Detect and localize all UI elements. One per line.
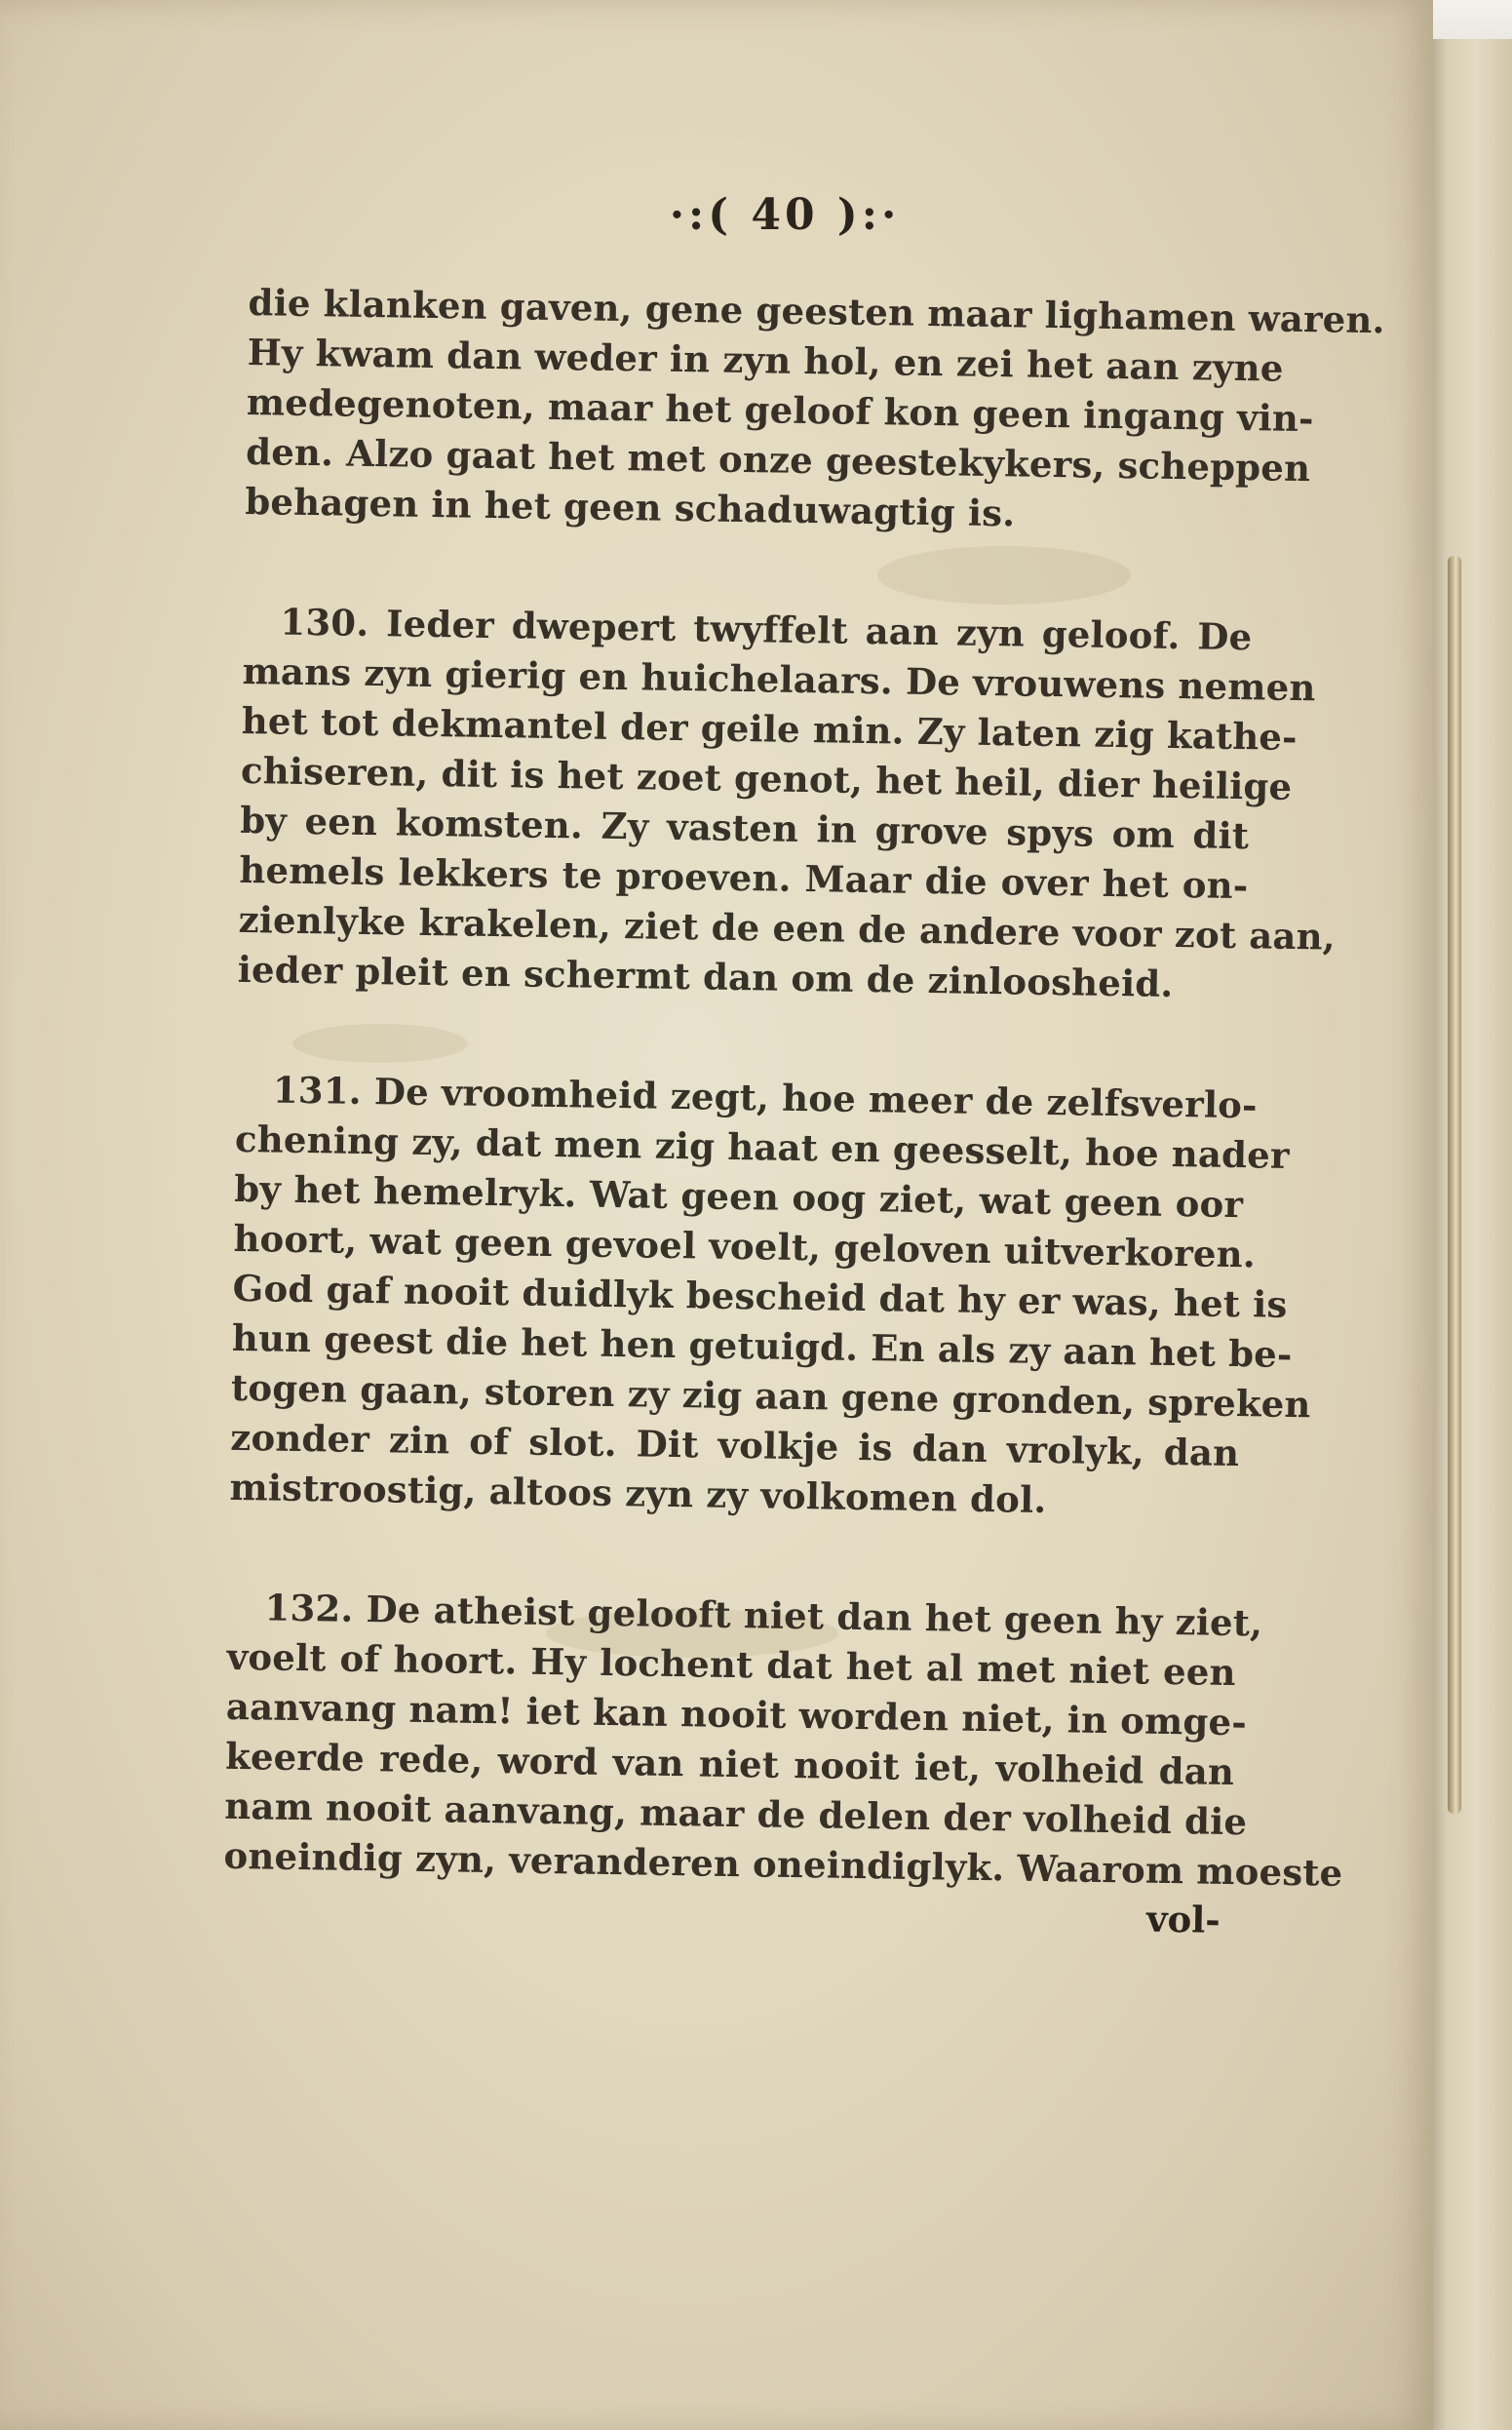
text-line: ieder pleit en schermt dan om de zinloosheid.: [237, 947, 1174, 1005]
page-fold-edge: [1448, 556, 1461, 1814]
text-line: 130. Ieder dwepert twyffelt aan zyn geloof. De: [280, 600, 1253, 659]
text-line: chening zy, dat men zig haat en geesselt, hoe nader: [234, 1117, 1290, 1177]
text-line: keerde rede, word van niet nooit iet, volheid dan: [224, 1734, 1235, 1794]
text-line: chiseren, dit is het zoet genot, het heil, dier heilige: [240, 748, 1293, 808]
text-line: by het hemelryk. Wat geen oog ziet, wat geen oor: [233, 1166, 1244, 1227]
text-line: hemels lekkers te proeven. Maar die over het on-: [239, 847, 1249, 908]
text-line: hun geest die het hen getuigd. En als zy aan het be-: [231, 1315, 1293, 1376]
text-line: God gaf nooit duidlyk bescheid dat hy er was, het is: [232, 1266, 1288, 1326]
text-line: zienlyke krakelen, ziet de een de andere voor zot aan,: [238, 897, 1337, 959]
text-line: aanvang nam! iet kan nooit worden niet, in omge-: [225, 1684, 1248, 1744]
text-line: medegenoten, maar het geloof kon geen ingang vin-: [246, 379, 1315, 441]
text-line: die klanken gaven, gene geesten maar lighamen waren.: [248, 280, 1386, 342]
text-line: oneindig zyn, veranderen oneindiglyk. Waarom moeste: [223, 1833, 1343, 1895]
text-line: 131. De vroomheid zegt, hoe meer de zelfsverlo-: [272, 1068, 1258, 1127]
running-head: ·:( 40 ):·: [669, 190, 901, 240]
paragraph: [245, 278, 1386, 542]
text-line: togen gaan, storen zy zig aan gene gronden, spreken: [230, 1365, 1311, 1427]
paragraph: [237, 597, 1337, 1010]
catchword: vol-: [1145, 1897, 1221, 1941]
text-line: behagen in het geen schaduwagtig is.: [245, 479, 1016, 535]
text-line: 132. De atheist gelooft niet dan het geen hy ziet,: [264, 1586, 1263, 1645]
paragraph: [229, 1065, 1311, 1528]
text-line: hoort, wat geen gevoel voelt, geloven uitverkoren.: [233, 1216, 1257, 1276]
text-line: voelt of hoort. Hy lochent dat het al met niet een: [226, 1634, 1237, 1695]
page-text: [222, 278, 1386, 1943]
text-line: het tot dekmantel der geile min. Zy laten zig kathe-: [241, 698, 1299, 759]
text-line: mistroostig, altoos zyn zy volkomen dol.: [229, 1465, 1047, 1522]
text-line: by een komsten. Zy vasten in grove spys om dit: [239, 798, 1250, 858]
paragraph: [223, 1583, 1343, 1897]
text-line: zonder zin of slot. Dit volkje is dan vrolyk, dan: [229, 1415, 1240, 1475]
text-line: den. Alzo gaat het met onze geestekykers, scheppen: [245, 429, 1311, 490]
text-line: mans zyn gierig en huichelaars. De vrouwens nemen: [242, 648, 1316, 710]
text-line: Hy kwam dan weder in zyn hol, en zei het aan zyne: [247, 330, 1284, 390]
text-line: nam nooit aanvang, maar de delen der volheid die: [224, 1783, 1248, 1844]
book-gutter: [1425, 39, 1512, 2430]
